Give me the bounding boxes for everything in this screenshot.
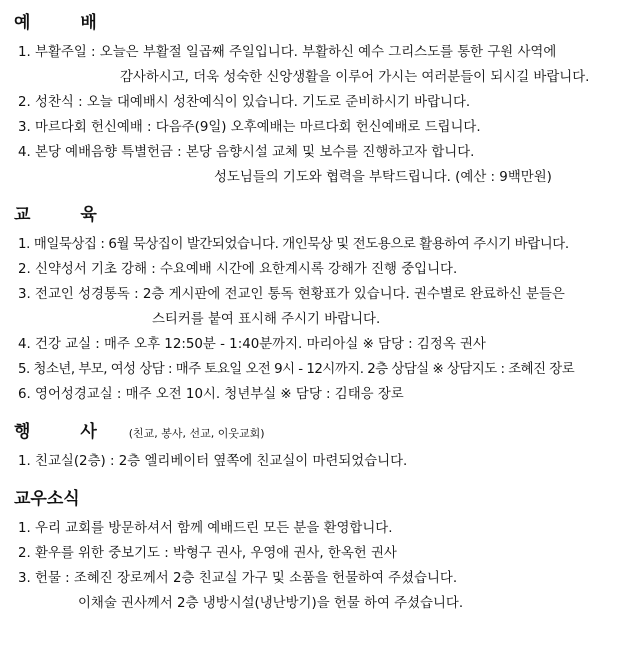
education-item-1: 1. 매일묵상집 : 6월 묵상집이 발간되었습니다. 개인묵상 및 전도용으로 활용하여 주시기 바랍니다. [18,237,569,252]
spacer [12,474,636,488]
event-section [12,421,636,474]
education-section [12,204,636,407]
worship-item-2: 2. 성찬식 : 오늘 대예배시 성찬예식이 있습니다. 기도로 준비하시기 바랍니다. [18,95,471,110]
worship-item-4: 4. 본당 예배음향 특별헌금 : 본당 음향시설 교체 및 보수를 진행하고자 합니다. [18,145,475,160]
news-section [12,488,636,616]
spacer [12,190,636,204]
worship-section [12,12,636,190]
worship-item-1: 1. 부활주일 : 오늘은 부활절 일곱째 주일입니다. 부활하신 예수 그리스도를 통한 구원 사역에 [18,45,557,60]
news-item-1: 1. 우리 교회를 방문하셔서 함께 예배드린 모든 분을 환영합니다. [18,521,393,536]
event-title-text: 행 사 [14,422,119,442]
news-item-3: 3. 헌물 : 조혜진 장로께서 2층 친교실 가구 및 소품을 헌물하여 주셨습니다. [18,571,458,586]
worship-item-1-cont: 감사하시고, 더욱 성숙한 신앙생활을 이루어 가시는 여러분들이 되시길 바랍니다. [120,70,590,85]
education-item-2: 2. 신약성서 기초 강해 : 수요예배 시간에 요한계시록 강해가 진행 중입니다. [18,262,458,277]
worship-title-text: 예 배 [14,13,119,33]
education-item-3-cont: 스티커를 붙여 표시해 주시기 바랍니다. [152,312,381,327]
education-item-4: 4. 건강 교실 : 매주 오후 12:50분 - 1:40분까지. 마리아실 ※ 담당 : 김정옥 권사 [18,337,486,352]
education-title [14,204,636,226]
education-item-3: 3. 전교인 성경통독 : 2층 게시판에 전교인 통독 현황표가 있습니다. 권수별로 완료하신 분들은 [18,287,565,302]
worship-item-4-cont: 성도님들의 기도와 협력을 부탁드립니다. (예산 : 9백만원) [214,170,552,185]
news-title: 교우소식 [14,489,80,509]
worship-item-3: 3. 마르다회 헌신예배 : 다음주(9일) 오후예배는 마르다회 헌신예배로 드립니다. [18,120,481,135]
news-item-2: 2. 환우를 위한 중보기도 : 박형구 권사, 우영애 권사, 한옥헌 권사 [18,546,397,561]
event-title [14,421,636,443]
event-title-note: (친교, 봉사, 선교, 이웃교회) [128,427,265,440]
worship-title [14,12,636,34]
spacer [12,407,636,421]
education-title-text: 교 육 [14,205,119,225]
event-item-1: 1. 친교실(2층) : 2층 엘리베이터 옆쪽에 친교실이 마련되었습니다. [18,454,408,469]
education-item-6: 6. 영어성경교실 : 매주 오전 10시. 청년부실 ※ 담당 : 김태응 장로 [18,387,404,402]
education-item-5: 5. 청소년, 부모, 여성 상담 : 매주 토요일 오전 9시 - 12시까지. 2층 상담실 ※ 상담지도 : 조혜진 장로 [18,362,575,377]
news-item-3-cont: 이채술 권사께서 2층 냉방시설(냉난방기)을 헌물 하여 주셨습니다. [78,596,464,611]
